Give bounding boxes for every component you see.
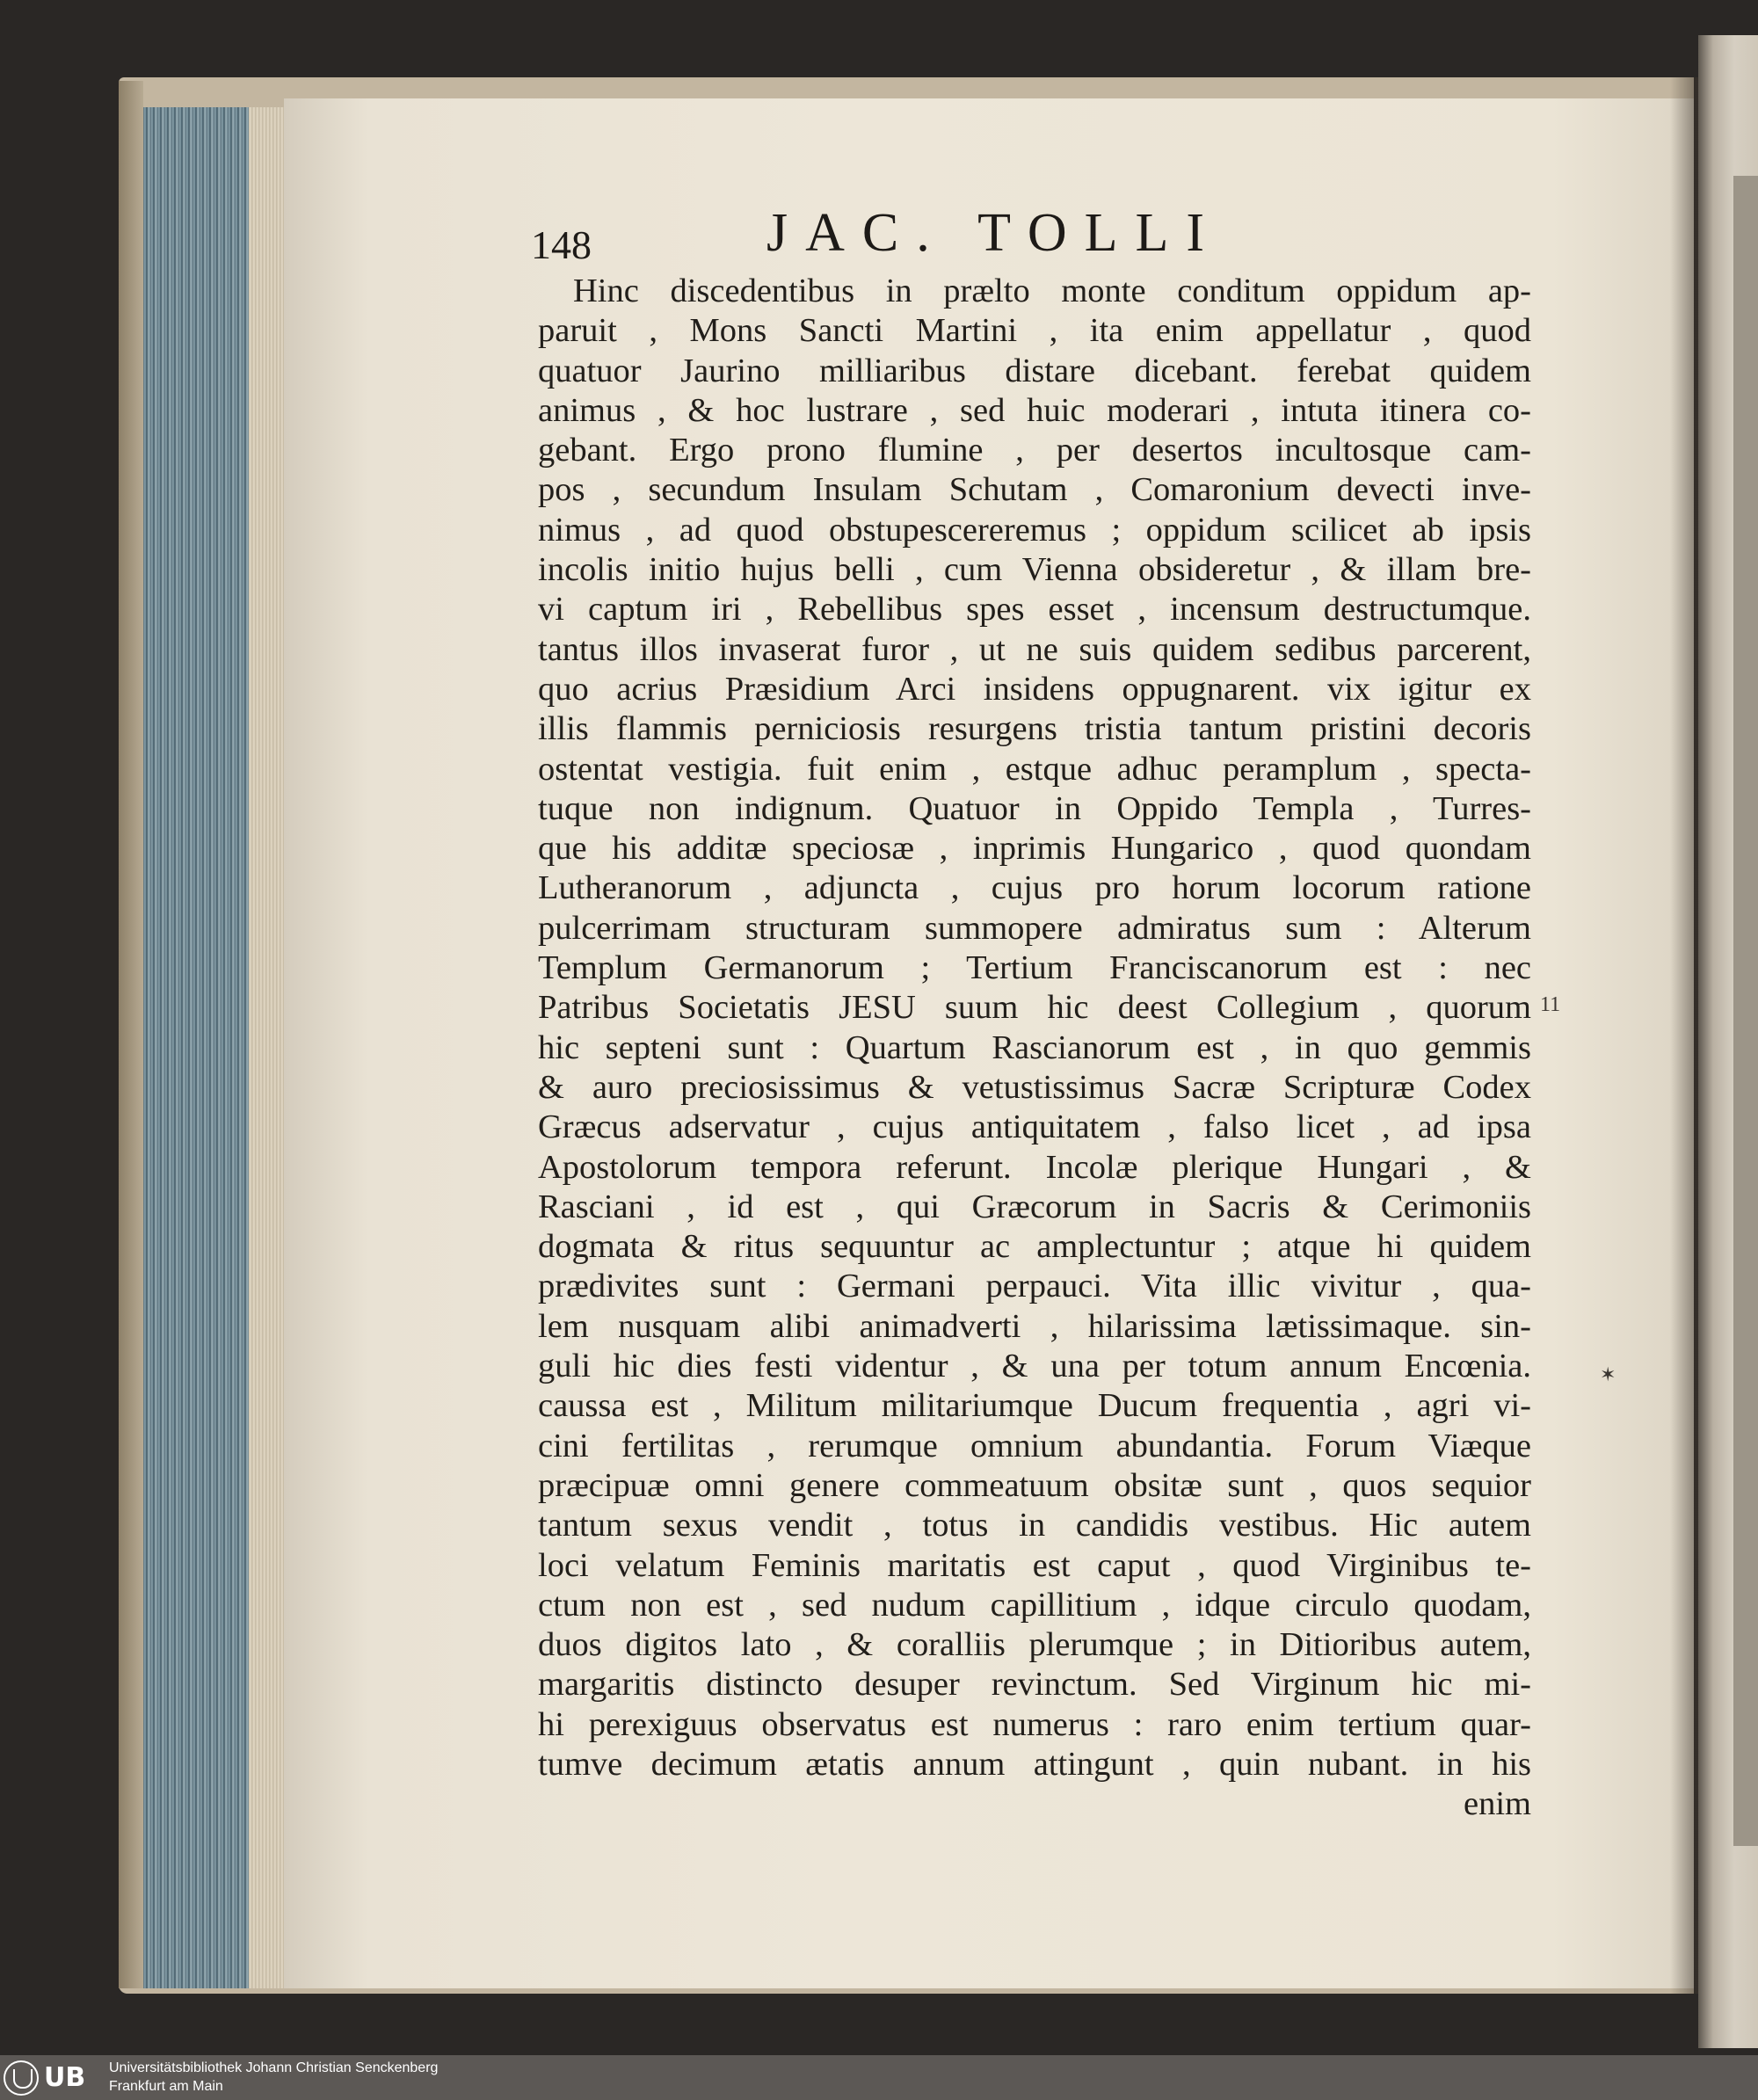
footer-bar: [0, 2055, 1758, 2100]
text-line: hic septeni sunt : Quartum Rascianorum est , in quo gemmis: [538, 1028, 1531, 1066]
text-line: tumve decimum ætatis annum attingunt , quin nubant. in his: [538, 1745, 1531, 1783]
institution-name: Universitätsbibliothek Johann Christian Senckenberg: [109, 2060, 439, 2075]
text-line: margaritis distincto desuper revinctum. Sed Virginum hic mi-: [538, 1666, 1531, 1704]
text-line: loci velatum Feminis maritatis est caput , quod Virginibus te-: [538, 1546, 1531, 1584]
text-line: incolis initio hujus belli , cum Vienna obsideretur , & illam bre-: [538, 551, 1531, 589]
text-line: lem nusquam alibi animadverti , hilarissima lætissimaque. sin-: [538, 1307, 1531, 1345]
text-line: Rasciani , id est , qui Græcorum in Sacris & Cerimoniis: [538, 1188, 1531, 1225]
text-line: nimus , ad quod obstupescereremus ; oppidum scilicet ab ipsis: [538, 511, 1531, 549]
library-logo[interactable]: [4, 2059, 85, 2096]
text-line: gebant. Ergo prono flumine , per desertos incultosque cam-: [538, 432, 1531, 469]
text-line: Hinc discedentibus in prælto monte conditum oppidum ap-: [573, 272, 1531, 309]
text-line: & auro preciosissimus & vetustissimus Sacræ Scripturæ Codex: [538, 1068, 1531, 1106]
text-line: quatuor Jaurino milliaribus distare dicebant. ferebat quidem: [538, 352, 1531, 389]
text-line: paruit , Mons Sancti Martini , ita enim appellatur , quod: [538, 312, 1531, 350]
text-line: cini fertilitas , rerumque omnium abundantia. Forum Viæque: [538, 1427, 1531, 1464]
library-seal-icon: [4, 2060, 39, 2096]
running-title: JAC. TOLLI: [766, 203, 1223, 263]
text-line: caussa est , Militum militariumque Ducum frequentia , agri vi-: [538, 1387, 1531, 1425]
text-line: illis flammis perniciosis resurgens tristia tantum pristini decoris: [538, 710, 1531, 748]
institution-city: Frankfurt am Main: [109, 2079, 223, 2094]
text-line: pos , secundum Insulam Schutam , Comaronium devecti inve-: [538, 471, 1531, 509]
logo-text: UB: [44, 2062, 86, 2093]
text-line: tantum sexus vendit , totus in candidis vestibus. Hic autem: [538, 1507, 1531, 1544]
footer-credit: [109, 2059, 438, 2096]
text-line: ctum non est , sed nudum capillitium , idque circulo quodam,: [538, 1586, 1531, 1624]
page-body-text: [538, 272, 1531, 1825]
text-line: tuque non indignum. Quatuor in Oppido Templa , Turres-: [538, 789, 1531, 827]
text-line: pulcerrimam structuram summopere admiratus sum : Alterum: [538, 909, 1531, 947]
text-line: Lutheranorum , adjuncta , cujus pro horum locorum ratione: [538, 869, 1531, 907]
text-line: ostentat vestigia. fuit enim , estque adhuc peramplum , specta-: [538, 750, 1531, 788]
text-line: dogmata & ritus sequuntur ac amplectuntur ; atque hi quidem: [538, 1228, 1531, 1266]
text-line: prædivites sunt : Germani perpauci. Vita illic vivitur , qua-: [538, 1268, 1531, 1305]
text-line: duos digitos lato , & coralliis plerumque ; in Ditioribus autem,: [538, 1626, 1531, 1664]
text-line: animus , & hoc lustrare , sed huic moderari , intuta itinera co-: [538, 391, 1531, 429]
text-line: præcipuæ omni genere commeatuum obsitæ sunt , quos sequior: [538, 1466, 1531, 1504]
cover-edge: [119, 81, 143, 1988]
text-line: tantus illos invaserat furor , ut ne suis quidem sedibus parcerent,: [538, 630, 1531, 668]
text-line: vi captum iri , Rebellibus spes esset , incensum destructumque.: [538, 591, 1531, 629]
text-line: enim: [1464, 1785, 1531, 1823]
gutter-shadow: [1670, 77, 1698, 1994]
text-line: que his additæ speciosæ , inprimis Hungarico , quod quondam: [538, 830, 1531, 868]
text-line: quo acrius Præsidium Arci insidens oppugnarent. vix igitur ex: [538, 670, 1531, 708]
text-line: Patribus Societatis JESU suum hic deest Collegium , quorum: [538, 989, 1531, 1027]
margin-mark-icon: ✶: [1600, 1364, 1616, 1386]
margin-note: 11: [1540, 993, 1561, 1016]
text-line: Græcus adservatur , cujus antiquitatem , falso licet , ad ipsa: [538, 1108, 1531, 1146]
text-line: Apostolorum tempora referunt. Incolæ plerique Hungari , &: [538, 1148, 1531, 1186]
text-line: guli hic dies festi videntur , & una per totum annum Encœnia.: [538, 1348, 1531, 1385]
facing-page-edge: [1698, 35, 1758, 2048]
page-number: 148: [531, 222, 592, 267]
text-line: Templum Germanorum ; Tertium Franciscanorum est : nec: [538, 949, 1531, 987]
page-edges: [143, 107, 284, 1988]
text-line: hi perexiguus observatus est numerus : raro enim tertium quar-: [538, 1705, 1531, 1743]
